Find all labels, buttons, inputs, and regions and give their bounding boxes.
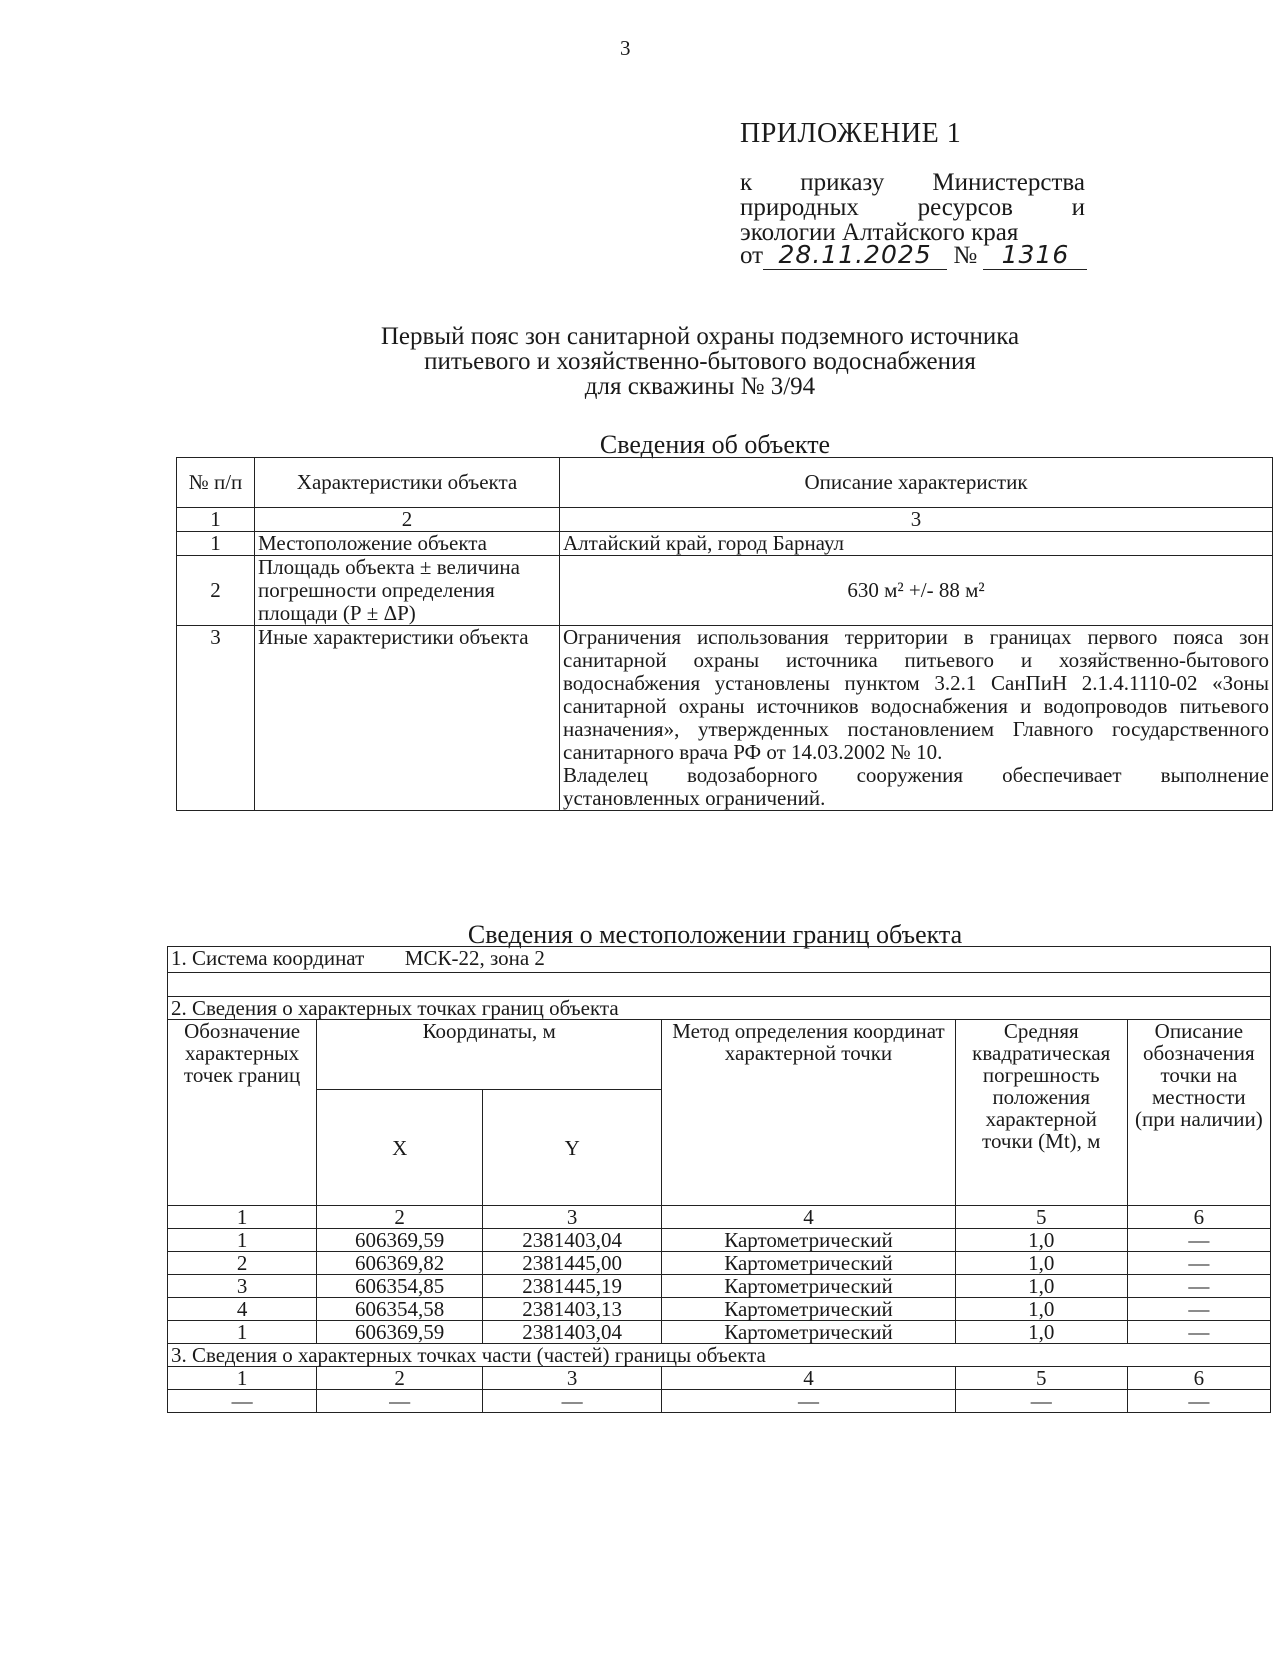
points-section-row (168, 997, 1271, 1020)
parts-cell: — (168, 1390, 317, 1413)
header-cell-coords: Координаты, м (317, 1020, 662, 1090)
point-y: 2381445,19 (483, 1275, 662, 1298)
point-designation: 2 (168, 1252, 317, 1275)
numbering-cell: 2 (317, 1206, 483, 1229)
numbering-cell: 5 (955, 1206, 1127, 1229)
row-number: 1 (177, 532, 255, 556)
point-y: 2381403,13 (483, 1298, 662, 1321)
object-info-title: Сведения об объекте (599, 430, 831, 459)
point-x: 606354,58 (317, 1298, 483, 1321)
object-info-table (176, 457, 1273, 811)
numbering-cell: 4 (662, 1367, 956, 1390)
owner-obligation-text: Владелец водозаборного сооружения обеспечивает выполнение установленных ограничений. (563, 763, 1269, 810)
page-number: 3 (620, 36, 631, 60)
point-error: 1,0 (955, 1252, 1127, 1275)
order-reference-line: экологии Алтайского края (740, 219, 1019, 246)
header-cell-num: № п/п (177, 458, 255, 508)
points-section-label: 2. Сведения о характерных точках границ объекта (168, 997, 1271, 1020)
characteristic-name: Иные характеристики объекта (255, 626, 560, 811)
numbering-cell: 1 (168, 1367, 317, 1390)
handwritten-number: 1316 (983, 240, 1087, 270)
parts-section-row (168, 1344, 1271, 1367)
point-description: — (1127, 1298, 1270, 1321)
restrictions-text: Ограничения использования территории в границах первого пояса зон санитарной охраны источника питьевого и хозяйственно-бытового водоснабжения установлены пунктом 3.2.1 СанПиН 2.1.4.1110-02 «Зоны санитарной охраны источников водоснабжения и водопроводов питьевого назначения», утвержденных постановлением Главного государственного санитарного врача РФ от 14.03.2002 № 10. (563, 625, 1269, 764)
order-reference-line: к приказу Министерства (740, 169, 1085, 196)
empty-row (168, 973, 1271, 997)
table-header-row (168, 1020, 1271, 1090)
numbering-cell: 2 (317, 1367, 483, 1390)
point-designation: 1 (168, 1229, 317, 1252)
document-title-line: для скважины № 3/94 (584, 373, 816, 400)
order-reference (740, 170, 1085, 245)
header-cell-description: Описание обозначения точки на местности (при наличии) (1127, 1020, 1270, 1206)
numbering-cell: 1 (177, 508, 255, 532)
point-description: — (1127, 1321, 1270, 1344)
order-date-number-line (740, 240, 1087, 270)
numbering-cell: 1 (168, 1206, 317, 1229)
header-cell-description: Описание характеристик (560, 458, 1273, 508)
point-x: 606369,82 (317, 1252, 483, 1275)
point-designation: 3 (168, 1275, 317, 1298)
point-designation: 1 (168, 1321, 317, 1344)
coord-system-label: 1. Система координат (171, 946, 365, 970)
parts-section-label: 3. Сведения о характерных точках части (частей) границы объекта (168, 1344, 1271, 1367)
header-cell-x: X (317, 1090, 483, 1206)
characteristic-name: Площадь объекта ± величина погрешности определения площади (Р ± ΔР) (255, 556, 560, 626)
document-title-line: питьевого и хозяйственно-бытового водоснабжения (424, 348, 976, 375)
point-y: 2381403,04 (483, 1229, 662, 1252)
table-row (168, 1275, 1271, 1298)
location-info-title: Сведения о местоположении границ объекта (467, 920, 963, 949)
point-method: Картометрический (662, 1298, 956, 1321)
parts-cell: — (317, 1390, 483, 1413)
characteristic-name: Местоположение объекта (255, 532, 560, 556)
row-number: 2 (177, 556, 255, 626)
area-value: 630 м² +/- 88 м² (560, 556, 1273, 626)
table-row (177, 556, 1273, 626)
numbering-cell: 2 (255, 508, 560, 532)
point-method: Картометрический (662, 1321, 956, 1344)
point-y: 2381445,00 (483, 1252, 662, 1275)
table-row (168, 1252, 1271, 1275)
point-x: 606369,59 (317, 1321, 483, 1344)
header-cell-method: Метод определения координат характерной точки (662, 1020, 956, 1206)
table-row (168, 1298, 1271, 1321)
characteristic-value (560, 626, 1273, 811)
parts-cell: — (662, 1390, 956, 1413)
point-error: 1,0 (955, 1321, 1127, 1344)
numbering-cell: 3 (483, 1206, 662, 1229)
point-description: — (1127, 1252, 1270, 1275)
numbering-row (168, 1367, 1271, 1390)
document-title-line: Первый пояс зон санитарной охраны подземного источника (380, 323, 1020, 350)
numbering-cell: 3 (483, 1367, 662, 1390)
appendix-title: ПРИЛОЖЕНИЕ 1 (740, 118, 962, 149)
coord-system-value: МСК-22, зона 2 (404, 946, 545, 970)
table-row (177, 532, 1273, 556)
point-error: 1,0 (955, 1229, 1127, 1252)
point-description: — (1127, 1229, 1270, 1252)
points-body (168, 1229, 1271, 1344)
header-cell-error: Средняя квадратическая погрешность положения характерной точки (Mt), м (955, 1020, 1127, 1206)
numbering-cell: 4 (662, 1206, 956, 1229)
parts-cell: — (1127, 1390, 1270, 1413)
point-y: 2381403,04 (483, 1321, 662, 1344)
numbering-row (177, 508, 1273, 532)
table-row (168, 1390, 1271, 1413)
point-error: 1,0 (955, 1275, 1127, 1298)
table-row (177, 626, 1273, 811)
table-header-row (177, 458, 1273, 508)
boundary-points-table (167, 946, 1271, 1413)
numbering-cell: 5 (955, 1367, 1127, 1390)
date-prefix: от (740, 242, 764, 269)
number-prefix: № (953, 242, 978, 269)
point-method: Картометрический (662, 1275, 956, 1298)
parts-cell: — (955, 1390, 1127, 1413)
point-x: 606369,59 (317, 1229, 483, 1252)
point-method: Картометрический (662, 1252, 956, 1275)
header-cell-designation: Обозначение характерных точек границ (168, 1020, 317, 1206)
point-x: 606354,85 (317, 1275, 483, 1298)
order-reference-line: природных ресурсов и (740, 194, 1085, 221)
header-cell-characteristic: Характеристики объекта (255, 458, 560, 508)
point-designation: 4 (168, 1298, 317, 1321)
table-row (168, 1229, 1271, 1252)
table-row (168, 1321, 1271, 1344)
point-description: — (1127, 1275, 1270, 1298)
characteristic-value: Алтайский край, город Барнаул (560, 532, 1273, 556)
document-title (160, 324, 1240, 399)
row-number: 3 (177, 626, 255, 811)
point-error: 1,0 (955, 1298, 1127, 1321)
numbering-cell: 3 (560, 508, 1273, 532)
handwritten-date: 28.11.2025 (763, 240, 947, 270)
parts-cell: — (483, 1390, 662, 1413)
numbering-cell: 6 (1127, 1367, 1270, 1390)
numbering-cell: 6 (1127, 1206, 1270, 1229)
coord-system-row (168, 947, 1271, 973)
header-cell-y: Y (483, 1090, 662, 1206)
point-method: Картометрический (662, 1229, 956, 1252)
numbering-row (168, 1206, 1271, 1229)
